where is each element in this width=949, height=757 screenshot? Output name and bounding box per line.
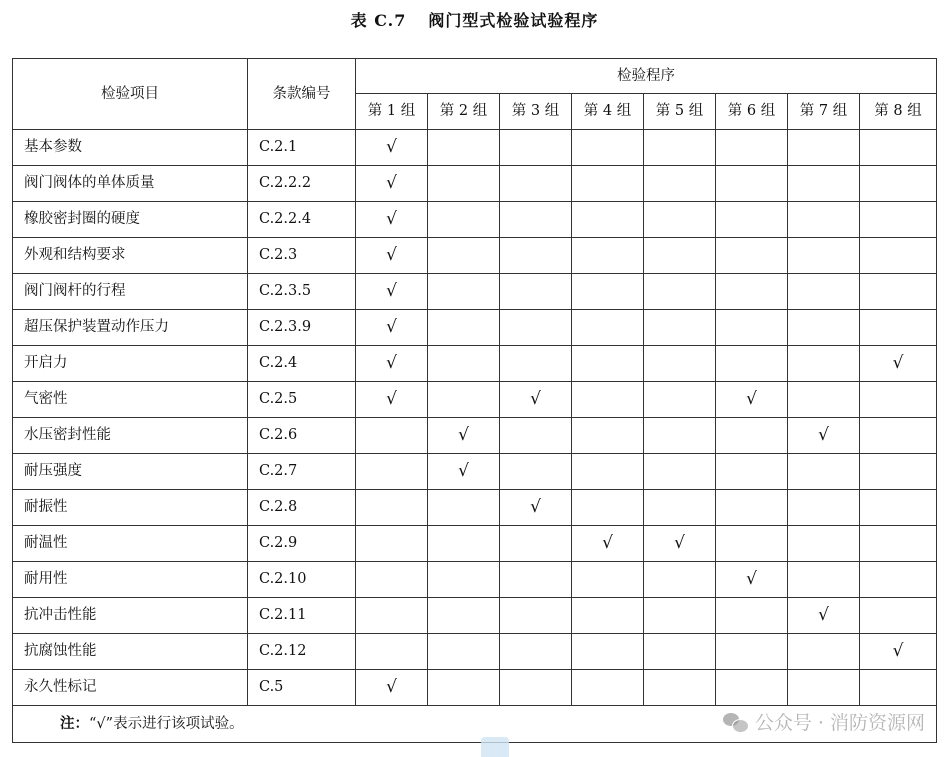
cell-check-group-4 xyxy=(572,562,644,598)
cell-check-group-1 xyxy=(356,526,428,562)
cell-check-group-8 xyxy=(860,454,937,490)
table-row xyxy=(13,562,937,598)
cell-check-group-6 xyxy=(716,166,788,202)
cell-check-group-7: √ xyxy=(788,598,860,634)
cell-check-group-4 xyxy=(572,454,644,490)
cell-check-group-6 xyxy=(716,670,788,706)
cell-clause: C.2.4 xyxy=(248,346,356,382)
note-label: 注： xyxy=(60,715,89,732)
cell-check-group-6 xyxy=(716,346,788,382)
header-group-2: 第 2 组 xyxy=(428,94,500,130)
cell-check-group-5 xyxy=(644,562,716,598)
cell-item: 抗腐蚀性能 xyxy=(13,634,248,670)
table-row xyxy=(13,202,937,238)
cell-item: 基本参数 xyxy=(13,130,248,166)
cell-check-group-6 xyxy=(716,454,788,490)
cell-item: 阀门阀杆的行程 xyxy=(13,274,248,310)
cell-check-group-8 xyxy=(860,166,937,202)
header-group-1: 第 1 组 xyxy=(356,94,428,130)
cell-clause: C.2.9 xyxy=(248,526,356,562)
cell-check-group-6 xyxy=(716,274,788,310)
cell-check-group-2 xyxy=(428,382,500,418)
cell-item: 抗冲击性能 xyxy=(13,598,248,634)
cell-check-group-1: √ xyxy=(356,130,428,166)
cell-check-group-8 xyxy=(860,310,937,346)
cell-check-group-5 xyxy=(644,598,716,634)
cell-clause: C.2.7 xyxy=(248,454,356,490)
cell-check-group-2 xyxy=(428,274,500,310)
header-group-7: 第 7 组 xyxy=(788,94,860,130)
cell-item: 阀门阀体的单体质量 xyxy=(13,166,248,202)
cell-check-group-3 xyxy=(500,454,572,490)
table-row xyxy=(13,454,937,490)
cell-check-group-5 xyxy=(644,274,716,310)
cell-check-group-1: √ xyxy=(356,346,428,382)
cell-check-group-6 xyxy=(716,310,788,346)
cell-check-group-8 xyxy=(860,490,937,526)
cell-check-group-8 xyxy=(860,670,937,706)
cell-check-group-3 xyxy=(500,562,572,598)
cell-check-group-3 xyxy=(500,202,572,238)
cell-check-group-3 xyxy=(500,310,572,346)
cell-check-group-3 xyxy=(500,418,572,454)
wechat-icon xyxy=(723,711,749,733)
cell-check-group-5 xyxy=(644,166,716,202)
table-row xyxy=(13,346,937,382)
cell-check-group-5 xyxy=(644,634,716,670)
cell-check-group-7 xyxy=(788,454,860,490)
table-number: 表 C.7 xyxy=(350,11,407,30)
inspection-procedure-table xyxy=(12,58,937,743)
cell-clause: C.2.3.9 xyxy=(248,310,356,346)
cell-check-group-2 xyxy=(428,526,500,562)
cell-check-group-7 xyxy=(788,346,860,382)
cell-check-group-7 xyxy=(788,130,860,166)
cell-check-group-2 xyxy=(428,598,500,634)
cell-clause: C.2.6 xyxy=(248,418,356,454)
cell-check-group-2 xyxy=(428,238,500,274)
cell-check-group-5 xyxy=(644,490,716,526)
cell-check-group-8 xyxy=(860,382,937,418)
cell-clause: C.2.8 xyxy=(248,490,356,526)
cell-check-group-1: √ xyxy=(356,274,428,310)
cell-clause: C.2.3.5 xyxy=(248,274,356,310)
header-group-5: 第 5 组 xyxy=(644,94,716,130)
cell-check-group-6 xyxy=(716,130,788,166)
cell-check-group-3 xyxy=(500,634,572,670)
table-row xyxy=(13,382,937,418)
header-group-4: 第 4 组 xyxy=(572,94,644,130)
cell-check-group-8 xyxy=(860,418,937,454)
cell-check-group-1: √ xyxy=(356,310,428,346)
cell-check-group-2 xyxy=(428,562,500,598)
cell-check-group-6 xyxy=(716,490,788,526)
cell-check-group-2 xyxy=(428,166,500,202)
cell-item: 永久性标记 xyxy=(13,670,248,706)
cell-check-group-5 xyxy=(644,238,716,274)
cell-check-group-1: √ xyxy=(356,166,428,202)
cell-item: 开启力 xyxy=(13,346,248,382)
cell-check-group-6 xyxy=(716,238,788,274)
table-row xyxy=(13,634,937,670)
cell-check-group-8 xyxy=(860,130,937,166)
cell-check-group-1: √ xyxy=(356,382,428,418)
cell-check-group-4 xyxy=(572,418,644,454)
table-row xyxy=(13,418,937,454)
cell-check-group-4 xyxy=(572,310,644,346)
cell-check-group-5 xyxy=(644,670,716,706)
cell-clause: C.2.2.2 xyxy=(248,166,356,202)
cell-item: 水压密封性能 xyxy=(13,418,248,454)
cell-check-group-1 xyxy=(356,454,428,490)
cell-item: 耐振性 xyxy=(13,490,248,526)
cell-check-group-3 xyxy=(500,670,572,706)
cell-check-group-6 xyxy=(716,418,788,454)
table-title xyxy=(0,8,949,31)
cell-check-group-8 xyxy=(860,562,937,598)
cell-clause: C.2.3 xyxy=(248,238,356,274)
cell-check-group-7: √ xyxy=(788,418,860,454)
cell-check-group-8 xyxy=(860,274,937,310)
cell-clause: C.2.12 xyxy=(248,634,356,670)
cell-check-group-3 xyxy=(500,526,572,562)
cell-check-group-7 xyxy=(788,274,860,310)
cell-item: 耐压强度 xyxy=(13,454,248,490)
cell-check-group-4 xyxy=(572,130,644,166)
cell-check-group-4 xyxy=(572,670,644,706)
cell-check-group-5 xyxy=(644,130,716,166)
cell-check-group-4 xyxy=(572,634,644,670)
cell-check-group-5 xyxy=(644,202,716,238)
cell-check-group-2 xyxy=(428,670,500,706)
cell-check-group-2: √ xyxy=(428,418,500,454)
cell-clause: C.2.1 xyxy=(248,130,356,166)
cell-check-group-2 xyxy=(428,130,500,166)
cell-check-group-8 xyxy=(860,238,937,274)
cell-check-group-5 xyxy=(644,418,716,454)
cell-check-group-5 xyxy=(644,454,716,490)
cell-check-group-3 xyxy=(500,130,572,166)
cell-check-group-4 xyxy=(572,490,644,526)
cell-check-group-1: √ xyxy=(356,238,428,274)
cell-check-group-7 xyxy=(788,634,860,670)
table-row xyxy=(13,310,937,346)
cell-clause: C.2.2.4 xyxy=(248,202,356,238)
cell-check-group-2 xyxy=(428,346,500,382)
watermark-text: 公众号 · 消防资源网 xyxy=(754,712,925,734)
cell-check-group-1 xyxy=(356,562,428,598)
cell-check-group-7 xyxy=(788,166,860,202)
cell-check-group-4 xyxy=(572,346,644,382)
cell-check-group-7 xyxy=(788,238,860,274)
table-row xyxy=(13,526,937,562)
cell-check-group-3 xyxy=(500,598,572,634)
cell-check-group-8: √ xyxy=(860,346,937,382)
cell-check-group-1 xyxy=(356,634,428,670)
cell-check-group-8 xyxy=(860,202,937,238)
table-row xyxy=(13,670,937,706)
cell-item: 超压保护装置动作压力 xyxy=(13,310,248,346)
cell-check-group-5: √ xyxy=(644,526,716,562)
cell-check-group-4 xyxy=(572,274,644,310)
cell-check-group-7 xyxy=(788,382,860,418)
cell-check-group-1: √ xyxy=(356,202,428,238)
table-caption: 阀门型式检验试验程序 xyxy=(428,11,599,30)
cell-check-group-2: √ xyxy=(428,454,500,490)
cell-item: 耐用性 xyxy=(13,562,248,598)
cell-clause: C.2.10 xyxy=(248,562,356,598)
cell-check-group-1 xyxy=(356,598,428,634)
cell-check-group-3 xyxy=(500,166,572,202)
cell-check-group-1: √ xyxy=(356,670,428,706)
cell-check-group-6: √ xyxy=(716,562,788,598)
cell-check-group-3 xyxy=(500,238,572,274)
table-row xyxy=(13,166,937,202)
cell-check-group-7 xyxy=(788,202,860,238)
table-row xyxy=(13,274,937,310)
cell-check-group-8: √ xyxy=(860,634,937,670)
header-clause: 条款编号 xyxy=(248,59,356,130)
cell-check-group-3 xyxy=(500,274,572,310)
cell-check-group-4 xyxy=(572,238,644,274)
cell-check-group-2 xyxy=(428,634,500,670)
cell-check-group-2 xyxy=(428,202,500,238)
cell-check-group-5 xyxy=(644,346,716,382)
cell-item: 耐温性 xyxy=(13,526,248,562)
cell-check-group-2 xyxy=(428,490,500,526)
table-row xyxy=(13,238,937,274)
cell-check-group-4 xyxy=(572,166,644,202)
cell-check-group-6 xyxy=(716,598,788,634)
cell-check-group-7 xyxy=(788,526,860,562)
header-item: 检验项目 xyxy=(13,59,248,130)
header-group-3: 第 3 组 xyxy=(500,94,572,130)
cell-check-group-6 xyxy=(716,526,788,562)
cell-check-group-4 xyxy=(572,202,644,238)
cell-clause: C.2.5 xyxy=(248,382,356,418)
cell-check-group-5 xyxy=(644,310,716,346)
cell-item: 气密性 xyxy=(13,382,248,418)
cell-check-group-8 xyxy=(860,598,937,634)
cell-clause: C.2.11 xyxy=(248,598,356,634)
table-row xyxy=(13,130,937,166)
header-group-8: 第 8 组 xyxy=(860,94,937,130)
cell-check-group-7 xyxy=(788,562,860,598)
cell-check-group-4 xyxy=(572,598,644,634)
cell-check-group-4 xyxy=(572,382,644,418)
cell-check-group-1 xyxy=(356,490,428,526)
cell-check-group-4: √ xyxy=(572,526,644,562)
cell-check-group-6: √ xyxy=(716,382,788,418)
cell-item: 外观和结构要求 xyxy=(13,238,248,274)
cell-item: 橡胶密封圈的硬度 xyxy=(13,202,248,238)
header-procedure: 检验程序 xyxy=(356,59,937,94)
cell-check-group-8 xyxy=(860,526,937,562)
cell-clause: C.5 xyxy=(248,670,356,706)
cell-check-group-3 xyxy=(500,346,572,382)
cell-check-group-7 xyxy=(788,670,860,706)
cell-check-group-6 xyxy=(716,202,788,238)
note-text: “√”表示进行该项试验。 xyxy=(89,716,244,732)
cell-check-group-7 xyxy=(788,490,860,526)
cell-check-group-3: √ xyxy=(500,490,572,526)
watermark xyxy=(723,708,925,735)
table-row xyxy=(13,490,937,526)
header-group-6: 第 6 组 xyxy=(716,94,788,130)
page-tab-handle xyxy=(481,737,509,757)
cell-check-group-5 xyxy=(644,382,716,418)
cell-check-group-2 xyxy=(428,310,500,346)
cell-check-group-1 xyxy=(356,418,428,454)
table-row xyxy=(13,598,937,634)
cell-check-group-3: √ xyxy=(500,382,572,418)
cell-check-group-6 xyxy=(716,634,788,670)
cell-check-group-7 xyxy=(788,310,860,346)
